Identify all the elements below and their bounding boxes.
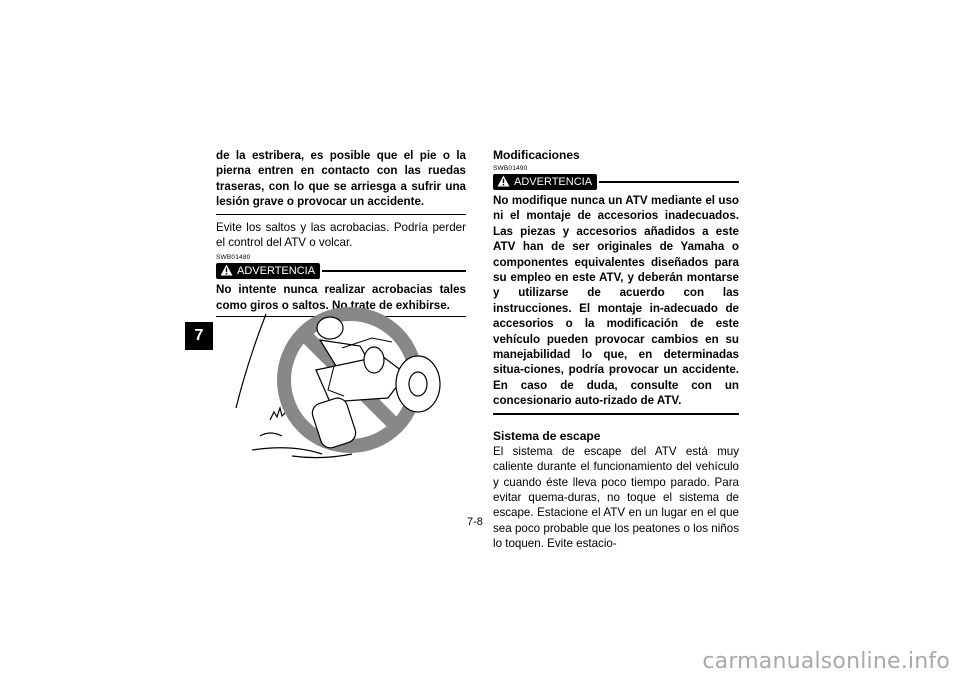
warning-text: No intente nunca realizar acrobacias tales como giros o saltos. No trate de exhibirse. (216, 283, 466, 312)
warning-header (216, 263, 466, 279)
chapter-tab: 7 (185, 322, 213, 350)
divider (216, 214, 466, 215)
continuation-text: de la estribera, es posible que el pie o la pierna entren en contacto con las ruedas traseras, con lo que se arriesga a sufrir una lesión grave o provocar un accidente. (216, 149, 466, 209)
warning-triangle-icon (497, 175, 510, 190)
section-heading-escape: Sistema de escape (493, 428, 601, 443)
warning-triangle-icon (220, 264, 233, 279)
warning-text: No modifique nunca un ATV mediante el uso ni el montaje de accesorios inadecuados. Las piezas y accesorios añadidos a este ATV han de ser originales de Yamaha o componentes equivalentes diseñados para su empleo en este ATV, y deberán montarse y utilizarse de acuerdo con las instrucciones. El montaje in-adecuado de accesorios o la modificación de este vehículo pueden provocar cambios en su manejabilidad lo que, en determinadas situa-ciones, podría provocar un accidente. En caso de duda, consulte con un concesionario auto-rizado de ATV. (493, 194, 739, 408)
warning-badge (493, 174, 597, 190)
body-text: Evite los saltos y las acrobacias. Podría perder el control del ATV o volcar. (216, 220, 466, 250)
right-column (493, 148, 739, 552)
warning-label: ADVERTENCIA (237, 265, 316, 278)
watermark: carmanualsonline.info (702, 649, 950, 674)
left-column (216, 148, 466, 317)
page-number: 7-8 (467, 516, 483, 528)
divider (493, 413, 739, 415)
warning-label: ADVERTENCIA (514, 176, 593, 188)
warning-code: SWB01480 (216, 254, 251, 262)
warning-code: SWB01490 (493, 165, 528, 172)
body-text: El sistema de escape del ATV está muy caliente durante el funcionamiento del vehículo y cuando éste lleva poco tiempo parado. Para evitar quema-duras, no toque el sistema de escape. Estacione el ATV en un lugar en el que sea poco probable que los peatones o los niños lo toquen. Evite estacio- (493, 444, 739, 551)
no-stunts-prohibition-icon (232, 300, 446, 470)
warning-badge (216, 263, 320, 279)
section-heading-modificaciones: Modificaciones (493, 148, 580, 162)
warning-header (493, 174, 739, 190)
